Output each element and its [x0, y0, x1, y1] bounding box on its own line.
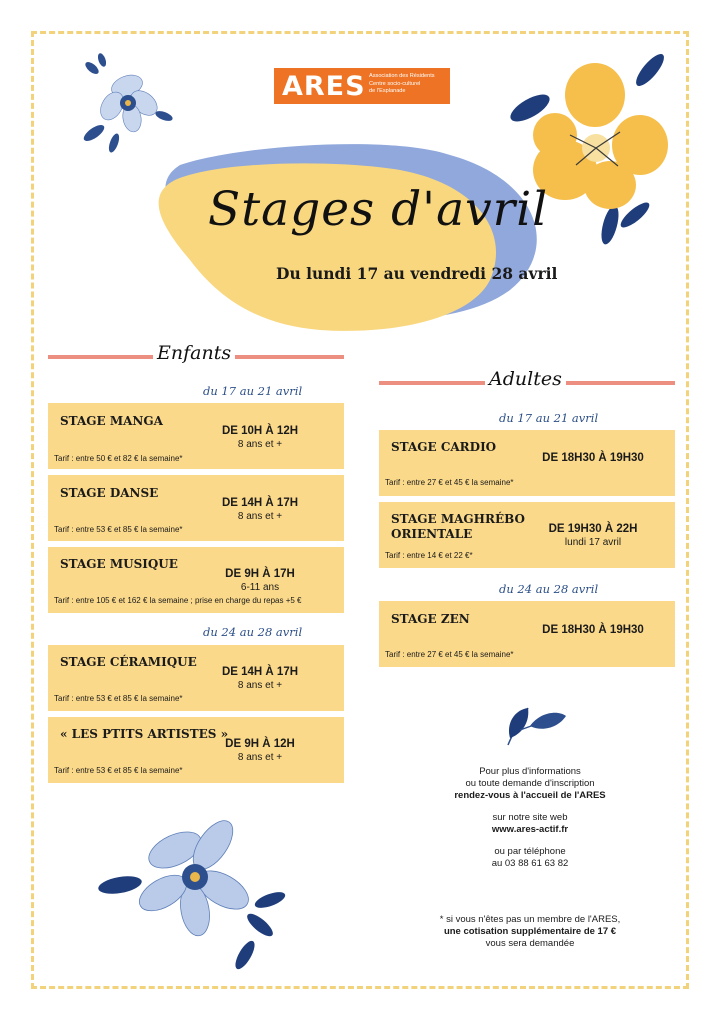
leaves-icon: [500, 700, 570, 750]
card-stage-maghrebo-orientale: STAGE MAGHRÉBO ORIENTALE DE 19H30 À 22H lundi 17 avril Tarif : entre 14 € et 22 €*: [379, 502, 675, 568]
blue-flower-icon: [95, 815, 295, 970]
card-stage-danse: STAGE DANSE DE 14H À 17H 8 ans et + Tarif : entre 53 € et 85 € la semaine*: [48, 475, 344, 541]
logo-name: ARES: [282, 71, 366, 102]
adultes-period-1: du 17 au 21 avril: [499, 411, 599, 425]
phone-number: au 03 88 61 63 82: [491, 858, 569, 869]
ares-logo: [274, 68, 450, 104]
enfants-period-2: du 24 au 28 avril: [203, 625, 303, 639]
enfants-heading: Enfants: [153, 342, 235, 364]
website-link[interactable]: www.ares-actif.fr: [491, 824, 569, 835]
logo-subtitle: Association des Résidents Centre socio-culturel de l'Esplanade: [369, 73, 435, 94]
card-stage-musique: STAGE MUSIQUE DE 9H À 17H 6-11 ans Tarif : entre 105 € et 162 € la semaine ; prise en charge du repas +5 €: [48, 547, 344, 613]
card-stage-cardio: STAGE CARDIO DE 18H30 À 19H30 Tarif : entre 27 € et 45 € la semaine*: [379, 430, 675, 496]
card-les-ptits-artistes: « LES PTITS ARTISTES » DE 9H À 12H 8 ans et + Tarif : entre 53 € et 85 € la semaine*: [48, 717, 344, 783]
card-stage-zen: STAGE ZEN DE 18H30 À 19H30 Tarif : entre 27 € et 45 € la semaine*: [379, 601, 675, 667]
page-title: Stages d'avril: [208, 182, 549, 237]
membership-note: * si vous n'êtes pas un membre de l'ARES, une cotisation supplémentaire de 17 € vous sera demandée: [439, 914, 621, 949]
date-range: Du lundi 17 au vendredi 28 avril: [276, 264, 558, 283]
enfants-period-1: du 17 au 21 avril: [203, 384, 303, 398]
blue-flower-icon: [72, 48, 182, 163]
adultes-heading: Adultes: [485, 368, 566, 390]
info-block: Pour plus d'informations ou toute demande d'inscription rendez-vous à l'accueil de l'ARES sur notre site web www.ares-actif.fr ou par téléphone au 03 88 61 63 82: [420, 766, 640, 870]
card-stage-manga: STAGE MANGA DE 10H À 12H 8 ans et + Tarif : entre 50 € et 82 € la semaine*: [48, 403, 344, 469]
adultes-period-2: du 24 au 28 avril: [499, 582, 599, 596]
card-stage-ceramique: STAGE CÉRAMIQUE DE 14H À 17H 8 ans et + Tarif : entre 53 € et 85 € la semaine*: [48, 645, 344, 711]
